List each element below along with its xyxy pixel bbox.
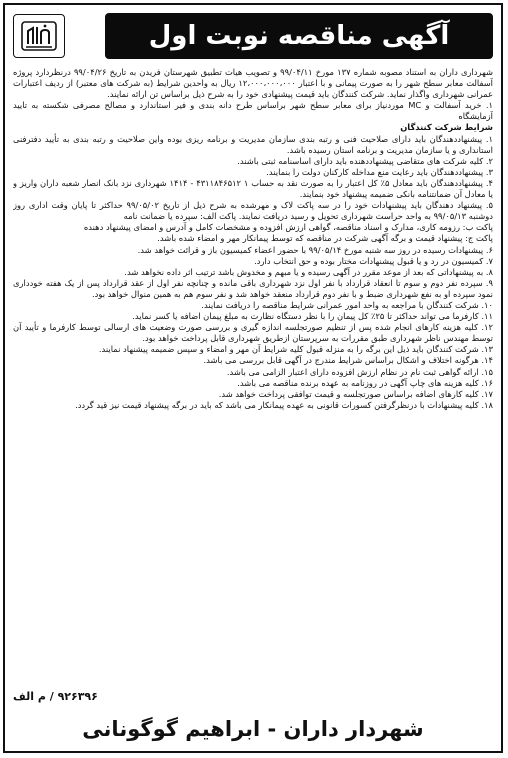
municipality-logo-icon — [19, 19, 59, 53]
conditions-heading: شرایط شرکت کنندگان — [400, 122, 493, 133]
condition-item: ۱. پیشنهاددهندگان باید دارای صلاحیت فنی و رتبه بندی سازمان مدیریت و برنامه ریزی بوده واین صلاحیت و رتبه بندی به تأیید دفترفنی استانداری و یا سازمان مدیریت و برنامه استان رسیده باشد. — [13, 133, 493, 155]
condition-item: پاکت ب: رزومه کاری، مدارک و اسناد مناقصه، گواهی ارزش افزوده و مشخصات کامل و آدرس و امضای پیشنهاد دهنده — [83, 222, 493, 233]
condition-item: ۷. کمیسیون در رد و یا قبول پیشنهادات مختار بوده و حق انتخاب دارد. — [254, 255, 493, 266]
condition-item: ۱۵. ارائه گواهی ثبت نام در نظام ارزش افزوده دارای اعتبار الزامی می باشد. — [226, 366, 493, 377]
condition-item: ۱۲. کلیه هزینه کارهای انجام شده پس از تنظیم صورتجلسه اندازه گیری و بررسی صورت وضعیت های ارسالی توسط کارفرما و تأیید آن توسط مهندس ناظر شهرداری طبق مقررات به سرپرستان ازطریق شهرداری قابل پرداخت خواهد بود. — [13, 322, 493, 344]
condition-item: ۲. کلیه شرکت های متقاضی پیشنهاددهنده باید دارای اساسنامه ثبتی باشند. — [237, 155, 493, 166]
notice-header — [13, 13, 493, 59]
condition-item: ۸. به پیشنهاداتی که بعد از موعد مقرر در آگهی رسیده و یا مبهم و مخدوش باشد ترتیب اثر داده نخواهد شد. — [124, 266, 493, 277]
condition-item: ۱۰. شرکت کنندگان با مراجعه به واحد امور عمرانی شرایط مناقصه را دریافت نمایند. — [201, 299, 493, 310]
condition-item: ۶. پیشنهادات رسیده در روز سه شنبه مورخ ۹۹/۰۵/۱۴ با حضور اعضاء کمیسیون باز و قرائت خواهد شد. — [137, 244, 493, 255]
condition-item: ۱۱. کارفرما می تواند حداکثر تا ۲۵٪ کل پیمان را با نظر دستگاه نظارت به مبلغ پیمان اضافه یا کسر نماید. — [132, 311, 493, 322]
condition-item: پاکت ج: پیشنهاد قیمت و برگه آگهی شرکت در مناقصه که توسط پیمانکار مهر و امضاء شده باشد. — [157, 233, 493, 244]
notice-title: آگهی مناقصه نوبت اول — [105, 13, 493, 59]
tender-notice — [3, 3, 503, 753]
condition-item: ۱۸. کلیه پیشنهادات با درنظرگرفتن کسورات قانونی به عهده پیمانکار می باشد که باید در برگه پیشنهاد قیمت نیز قید گردد. — [75, 399, 493, 410]
condition-item: ۱۷. کلیه کارهای اضافه براساس صورتجلسه و قیمت توافقی پرداخت خواهد شد. — [218, 388, 493, 399]
condition-item: ۹. سپرده نفر دوم و سوم تا انعقاد قرارداد با نفر اول نزد شهرداری باقی مانده و چنانچه نفر اول از عقد قرارداد پس از یک هفته خودداری نمود سپرده او به نفع شهرداری ضبط و با نفر دوم قرارداد منعقد خواهد شد و نفر سوم هم به همین منوال خواهد بود. — [13, 277, 493, 299]
scope-item: ۱. خرید آسفالت و MC موردنیاز برای معابر سطح شهر براساس طرح دانه بندی و فیر استاندارد و مصالح مصرفی شکسته به تایید آزمایشگاه — [13, 100, 493, 122]
condition-item: ۱۳. شرکت کنندگان باید ذیل این برگه را به منزله قبول کلیه شرایط آن مهر و امضاء و سپس ضمیمه پیشنهاد نمایند. — [98, 344, 493, 355]
notice-body — [13, 67, 493, 685]
condition-item: ۱۶. کلیه هزینه های چاپ آگهی در روزنامه به عهده برنده مناقصه می باشد. — [237, 377, 493, 388]
condition-item: ۳. پیشنهاددهندگان باید رعایت منع مداخله کارکنان دولت را بنمایند. — [266, 166, 493, 177]
condition-item: ۱۴. هرگونه اختلاف و اشکال براساس شرایط مندرج در آگهی قابل بررسی می باشد. — [203, 355, 493, 366]
reference-number: ۹۲۶۳۹۶ / م الف — [13, 690, 98, 703]
condition-item: ۴. پیشنهاددهندگان باید معادل ۵٪ کل اعتبار را به صورت نقد به حساب ۱ ۴۳۱۱۸۴۶۵۱۲ - ۱۴۱۴ شهرداری نزد بانک انصار شعبه داران واریز و یا معادل آن ضمانتنامه بانکی ضمیمه پیشنهاد خود بنمایند. — [13, 177, 493, 200]
mayor-signature: شهردار داران - ابراهیم گوگونانی — [82, 717, 424, 741]
notice-intro: شهرداری داران به استناد مصوبه شماره ۱۳۷ مورخ ۹۹/۰۴/۱۱ و تصویب هیات تطبیق شهرستان فریدن به تاریخ ۹۹/۰۴/۲۶ درنظردارد پروژه آسفالت معابر سطح شهر را به صورت پیمانی و با اعتبار ۱۲،۰۰۰،۰۰۰،۰۰۰ ریال به واحدین شرایط (به شرکت های معتبر) از ردیف اعتبارات عمرانی شهرداری واگذار نماید. شرکت کنندگان باید قیمت پیشنهادی خود را به شرح ذیل براساس تن ارائه نمایند. — [13, 67, 493, 100]
municipality-logo — [13, 14, 65, 58]
condition-item: ۵. پیشنهاد دهندگان باید پیشنهادات خود را در سه پاکت لاک و مهرشده به شرح ذیل از تاریخ ۹۹/۰۵/۰۲ حداکثر تا پایان وقت اداری روز دوشنبه ۹۹/۰۵/۱۳ به واحد حراست شهرداری تحویل و رسید دریافت نمایند. پاکت الف: سپرده یا ضمانت نامه — [13, 200, 493, 222]
